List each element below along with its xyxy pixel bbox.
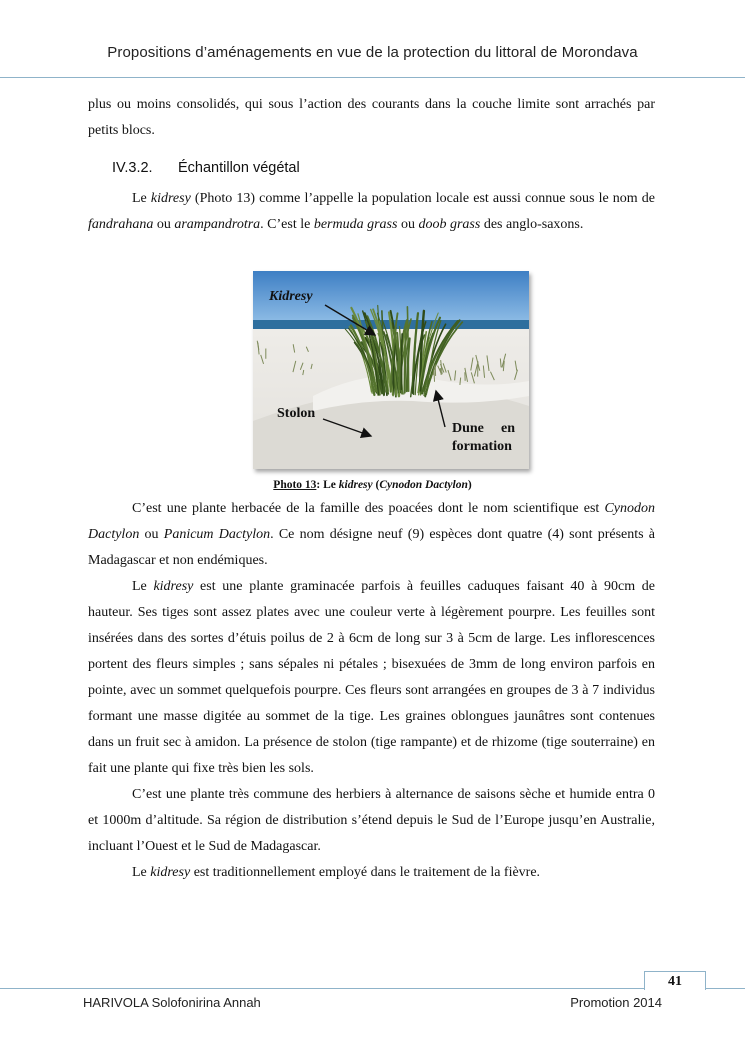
footer-promotion: Promotion 2014	[570, 995, 662, 1010]
paragraph-usage	[88, 860, 655, 886]
label-en: en	[501, 421, 515, 436]
label-formation: formation	[452, 439, 512, 454]
text-run-italic: Cynodon Dactylon	[88, 501, 655, 542]
photo-caption	[0, 479, 745, 491]
text-run-italic: arampandrotra	[174, 217, 261, 232]
text-run: Le	[132, 865, 151, 880]
caption-italic: Cynodon Dactylon	[379, 479, 468, 491]
text-run: des anglo-saxons.	[480, 217, 584, 232]
paragraph-text: plus ou moins consolidés, qui sous l’action des courants dans la couche limite sont arrachés par petits blocs.	[88, 97, 655, 138]
caption-text: : Le	[316, 479, 339, 491]
sparse-blade	[434, 369, 435, 382]
text-run: ou	[397, 217, 419, 232]
running-header: Propositions d’aménagements en vue de la protection du littoral de Morondava	[107, 44, 638, 61]
text-run: Le	[132, 191, 151, 206]
caption-text: )	[467, 479, 472, 491]
text-run: ou	[153, 217, 175, 232]
footer-author: HARIVOLA Solofonirina Annah	[83, 995, 261, 1010]
label-dune: Dune	[452, 421, 484, 436]
paragraph-family	[88, 496, 655, 574]
text-run-italic: bermuda grass	[313, 217, 398, 232]
text-run: est une plante graminacée parfois à feuilles caduques faisant 40 à 90cm de hauteur. Ses tiges sont assez plates avec une couleur verte à légèrement pourpre. Les feuilles sont insérées dans des sortes d’étuis poilus de 2 à 6cm de long sur 3 à 5cm de large. Les inflorescences portent des fleurs simples ; sans sépales ni pétales ; bisexuées de 3mm de long environ parfois en pointe, avec un sommet quelquefois pourpre. Ces fleurs sont arrangées en groupes de 3 à 7 individus formant une masse digitée au sommet de la tige. Les graines oblongues jaunâtres sont contenues dans un fruit sec à amidon. La présence de stolon (tige rampante) et de rhizome (tige souterraine) en fait une plante qui fixe très bien les sols.	[88, 579, 656, 776]
label-stolon: Stolon	[277, 406, 316, 421]
text-run: . C’est le	[260, 217, 314, 232]
footer-divider	[0, 988, 745, 989]
paragraph-kidresy-intro	[88, 186, 655, 238]
section-heading	[112, 160, 300, 176]
caption-ref: Photo 13	[273, 479, 317, 491]
text-run-italic: Panicum Dactylon	[163, 527, 271, 542]
text-run-italic: kidresy	[150, 865, 191, 880]
text-run: ou	[139, 527, 164, 542]
paragraph-continuation	[88, 92, 655, 144]
caption-italic: kidresy	[338, 479, 373, 491]
label-kidresy: Kidresy	[269, 289, 313, 304]
section-number: IV.3.2.	[112, 160, 153, 176]
text-run: est traditionnellement employé dans le traitement de la fièvre.	[190, 865, 541, 880]
section-title: Échantillon végétal	[178, 160, 300, 176]
header-divider	[0, 77, 745, 78]
text-run: C’est une plante très commune des herbiers à alternance de saisons sèche et humide entra 0 et 1000m d’altitude. Sa région de distribution s’étend depuis le Sud de l’Europe jusqu’en Australie, incluant l’Ouest et le Sud de Madagascar.	[88, 787, 655, 854]
page-number: 41	[644, 971, 706, 990]
text-run-italic: fandrahana	[88, 217, 154, 232]
text-run: C’est une plante herbacée de la famille des poacées dont le nom scientifique est	[132, 501, 605, 516]
text-run: Le	[132, 579, 154, 594]
caption-text: (	[372, 479, 380, 491]
photo-kidresy	[253, 271, 529, 469]
text-run-italic: kidresy	[153, 579, 194, 594]
text-run: . Ce nom désigne neuf (9) espèces dont quatre (4) sont présents à Madagascar et non endémiques.	[88, 527, 656, 568]
paragraph-description	[88, 574, 655, 782]
text-run-italic: doob grass	[418, 217, 481, 232]
paragraph-distribution	[88, 782, 655, 860]
grass-blade	[401, 334, 402, 389]
text-run: (Photo 13) comme l’appelle la population locale est aussi connue sous le nom de	[190, 191, 655, 206]
text-run-italic: kidresy	[150, 191, 191, 206]
